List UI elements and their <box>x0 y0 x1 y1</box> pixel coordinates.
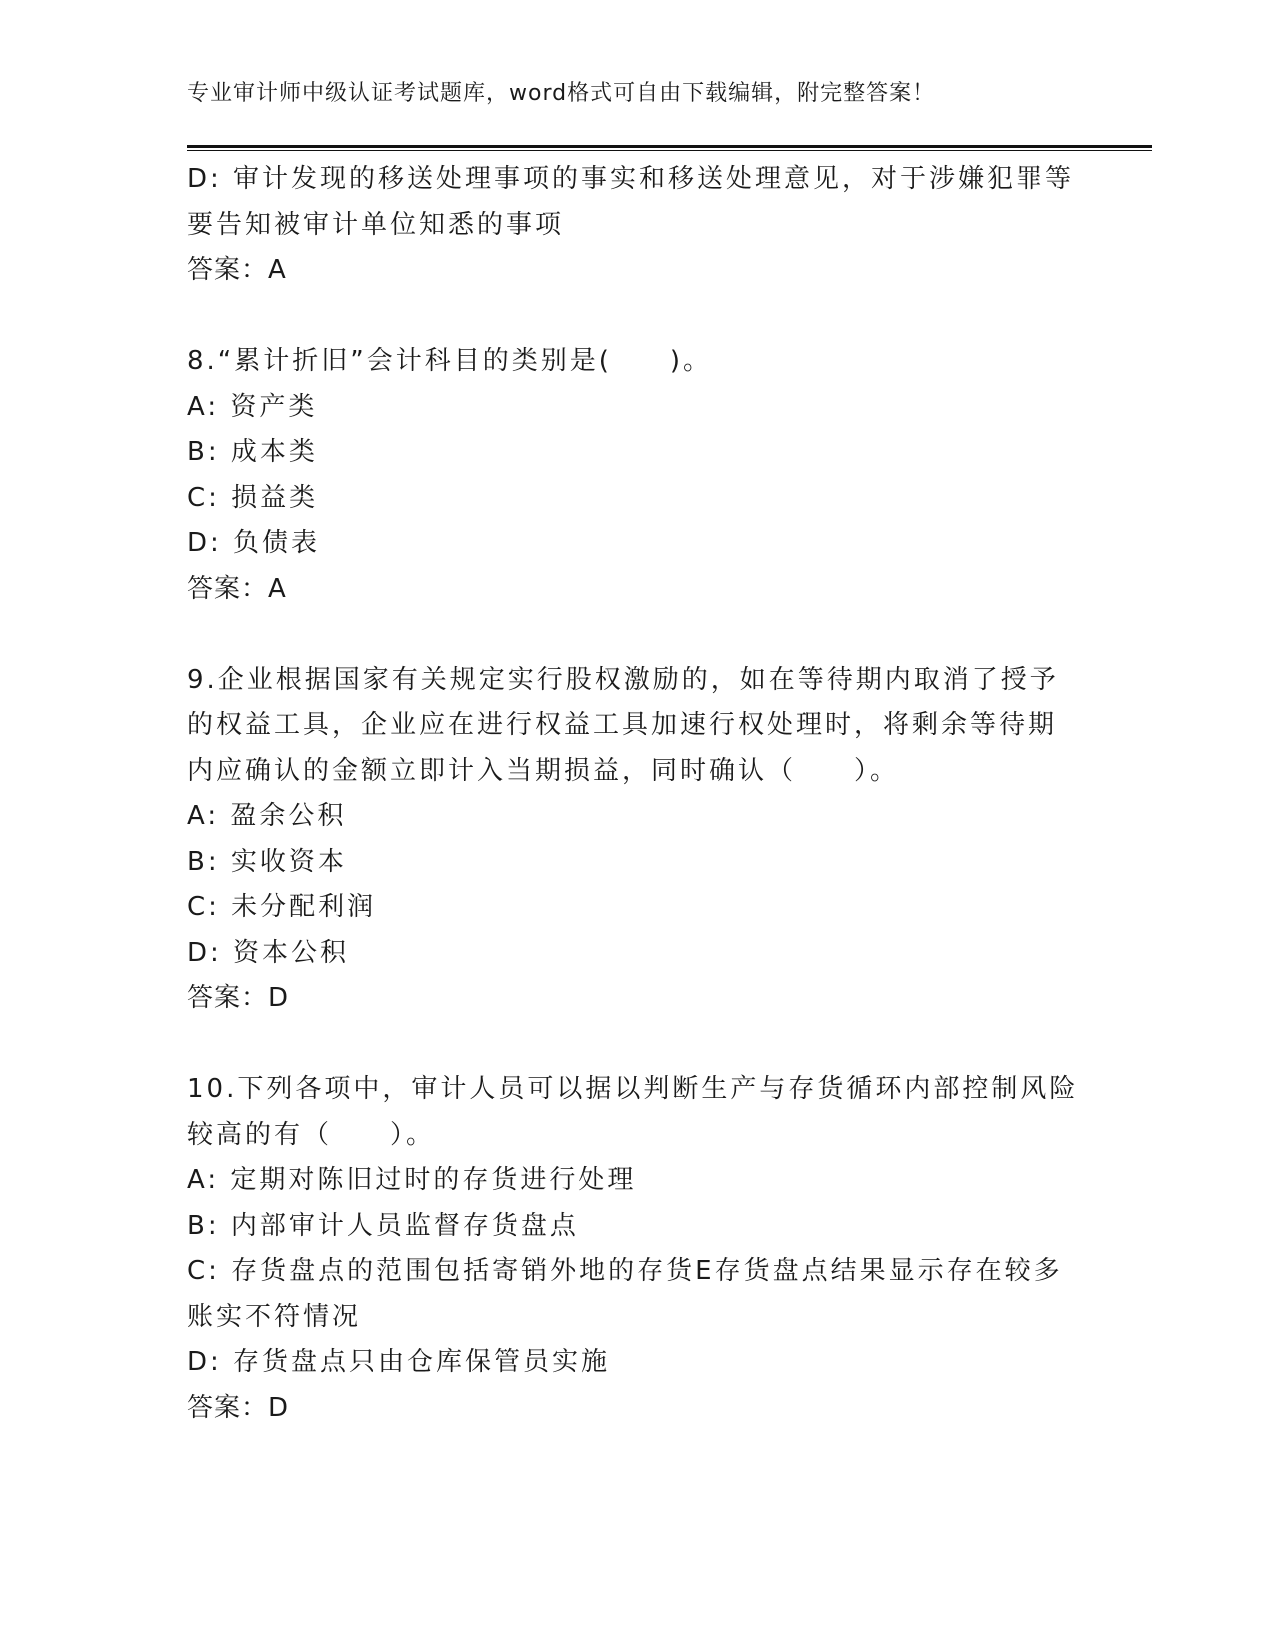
header-divider <box>187 145 1152 151</box>
option-b: B: 成本类 <box>187 437 318 467</box>
question-block-9 <box>187 658 1087 1022</box>
answer-label: 答案：D <box>187 983 290 1013</box>
question-stem: 8.“累计折旧”会计科目的类别是( )。 <box>187 346 713 376</box>
option-d: D: 存货盘点只由仓库保管员实施 <box>187 1347 611 1377</box>
question-block-7 <box>187 157 1087 294</box>
question-block-8 <box>187 339 1087 612</box>
option-c-line-1: C: 存货盘点的范围包括寄销外地的存货E存货盘点结果显示存在较多 <box>187 1256 1063 1286</box>
question-stem-line-2: 的权益工具，企业应在进行权益工具加速行权处理时，将剩余等待期 <box>187 710 1058 740</box>
option-b: B: 实收资本 <box>187 846 347 877</box>
option-a: A: 资产类 <box>187 391 318 422</box>
option-b: B: 内部审计人员监督存货盘点 <box>187 1210 579 1241</box>
option-c: C: 损益类 <box>187 482 319 513</box>
option-d-line-1: D: 审计发现的移送处理事项的事实和移送处理意见，对于涉嫌犯罪等 <box>187 164 1075 194</box>
option-d: D: 负债表 <box>187 528 321 558</box>
option-c: C: 未分配利润 <box>187 892 377 922</box>
option-a: A: 定期对陈旧过时的存货进行处理 <box>187 1165 637 1195</box>
block-spacer <box>187 294 1087 340</box>
answer-label: 答案：D <box>187 1392 290 1423</box>
option-d: D: 资本公积 <box>187 937 350 968</box>
page-header: 专业审计师中级认证考试题库，word格式可自由下载编辑，附完整答案！ <box>187 81 936 106</box>
option-d-line-2: 要告知被审计单位知悉的事项 <box>187 209 565 240</box>
question-stem-line-3: 内应确认的金额立即计入当期损益，同时确认（ ）。 <box>187 755 900 786</box>
option-c-line-2: 账实不符情况 <box>187 1301 362 1332</box>
block-spacer <box>187 612 1087 658</box>
answer-label: 答案：A <box>187 255 287 285</box>
question-content <box>187 157 1087 1431</box>
question-stem-line-1: 9.企业根据国家有关规定实行股权激励的，如在等待期内取消了授予 <box>187 664 1059 695</box>
question-block-10 <box>187 1067 1087 1431</box>
question-stem-line-1: 10.下列各项中，审计人员可以据以判断生产与存货循环内部控制风险 <box>187 1074 1079 1104</box>
question-stem-line-2: 较高的有（ ）。 <box>187 1119 436 1150</box>
block-spacer <box>187 1022 1087 1068</box>
answer-label: 答案：A <box>187 573 287 604</box>
option-a: A: 盈余公积 <box>187 801 347 831</box>
